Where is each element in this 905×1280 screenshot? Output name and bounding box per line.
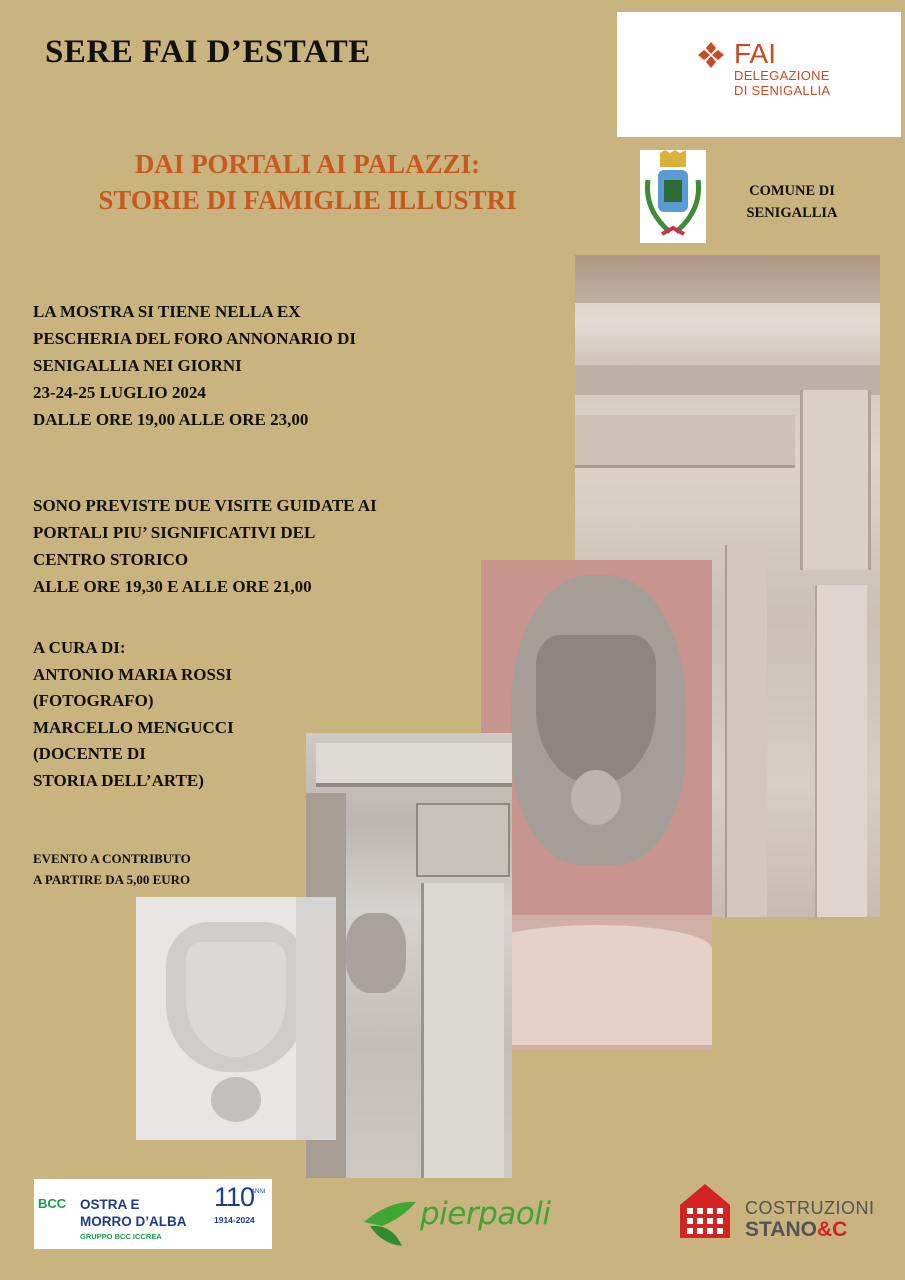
exhibition-info-line: 23-24-25 LUGLIO 2024: [33, 383, 206, 402]
guided-tours-line: CENTRO STORICO: [33, 550, 189, 569]
guided-tours-line: ALLE ORE 19,30 E ALLE ORE 21,00: [33, 577, 312, 596]
fai-logo-text: [734, 40, 830, 98]
bcc-anniversary: 110: [214, 1182, 255, 1212]
entry-fee-line: A PARTIRE DA 5,00 EURO: [33, 872, 191, 887]
exhibition-info-line: LA MOSTRA SI TIENE NELLA EX: [33, 302, 301, 321]
comune-line-2: SENIGALLIA: [746, 205, 838, 221]
entry-fee-line: EVENTO A CONTRIBUTO: [33, 851, 191, 866]
bcc-name-line-1: OSTRA E: [80, 1197, 140, 1212]
bcc-logo-mark: BCC: [38, 1196, 67, 1211]
exhibition-title-line-2: STORIE DI FAMIGLIE ILLUSTRI: [98, 185, 517, 215]
curators-line: A CURA DI:: [33, 638, 126, 657]
pierpaoli-sponsor-logo: pierpaoli: [420, 1196, 551, 1232]
exhibition-info-line: DALLE ORE 19,00 ALLE ORE 23,00: [33, 410, 309, 429]
comune-label: [740, 180, 844, 224]
exhibition-info: [33, 298, 356, 433]
stano-suffix: &C: [816, 1218, 848, 1241]
bcc-name: [80, 1196, 187, 1230]
stano-name: STANO: [745, 1218, 817, 1241]
fai-delegation-line-2: DI SENIGALLIA: [734, 83, 831, 98]
exhibition-title-line-1: DAI PORTALI AI PALAZZI:: [134, 149, 481, 179]
stano-line-2: [745, 1218, 847, 1242]
entry-fee-info: [33, 848, 191, 890]
coat-of-arms-photo: [481, 560, 712, 1050]
stano-building-icon: [675, 1180, 735, 1240]
exhibition-info-line: SENIGALLIA NEI GIORNI: [33, 356, 242, 375]
cartouche-photo: [136, 897, 336, 1140]
comune-line-1: COMUNE DI: [749, 183, 835, 199]
guided-tours-line: SONO PREVISTE DUE VISITE GUIDATE AI: [33, 496, 377, 515]
portal-photo-2: [306, 733, 512, 1178]
bcc-name-line-2: MORRO D’ALBA: [80, 1214, 187, 1229]
curators-line: MARCELLO MENGUCCI: [33, 717, 234, 737]
bcc-anni: ANNI: [251, 1189, 266, 1195]
exhibition-info-line: PESCHERIA DEL FORO ANNONARIO DI: [33, 329, 357, 348]
curators-info: [33, 635, 234, 794]
curators-line: (DOCENTE DI: [33, 744, 146, 763]
fai-name: FAI: [734, 38, 777, 69]
curators-line: (FOTOGRAFO): [33, 691, 154, 710]
pierpaoli-leaf-icon: [362, 1196, 418, 1248]
guided-tours-info: [33, 492, 377, 600]
coat-of-arms-icon: [640, 150, 706, 243]
page-title: SERE FAI D’ESTATE: [45, 34, 371, 70]
exhibition-title: [30, 146, 585, 218]
stano-line-1: COSTRUZIONI: [745, 1198, 875, 1218]
bcc-years: 1914-2024: [214, 1215, 255, 1225]
curators-line: ANTONIO MARIA ROSSI: [33, 664, 233, 684]
fai-delegation-line-1: DELEGAZIONE: [734, 68, 830, 83]
fai-logo-icon: [696, 40, 726, 70]
curators-line: STORIA DELL’ARTE): [33, 770, 204, 790]
bcc-group: GRUPPO BCC ICCREA: [80, 1232, 162, 1241]
guided-tours-line: PORTALI PIU’ SIGNIFICATIVI DEL: [33, 523, 316, 542]
comune-crest: [640, 150, 706, 243]
